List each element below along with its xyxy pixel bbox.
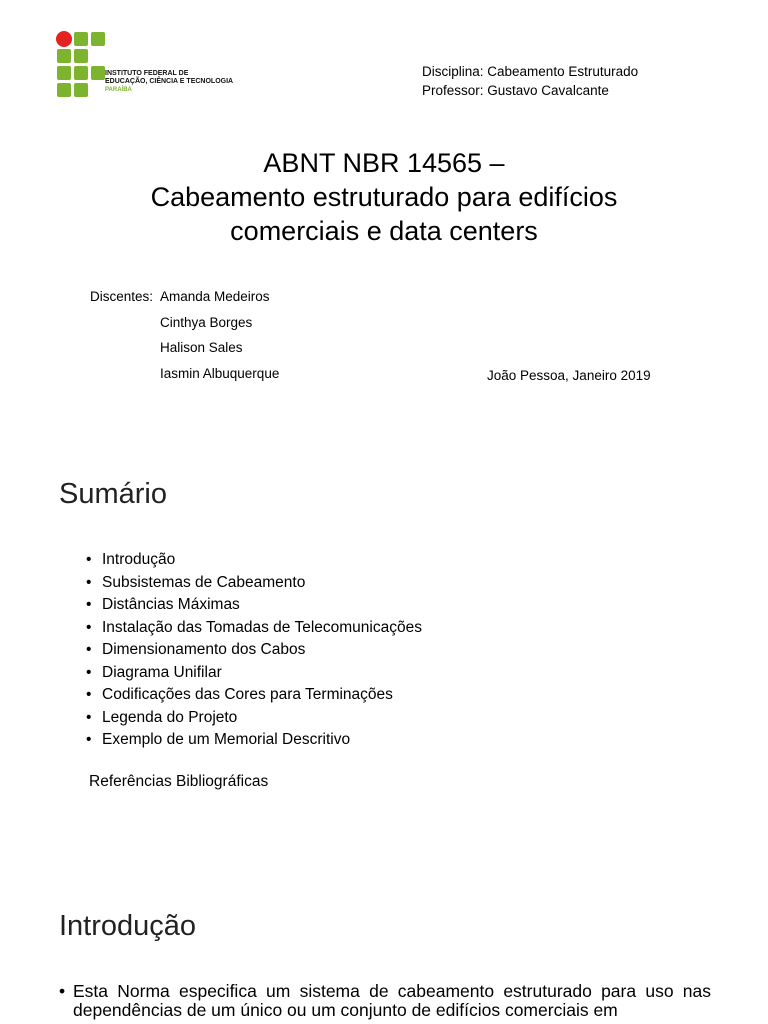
students-label: Discentes:	[90, 289, 154, 304]
students-list	[160, 289, 279, 391]
student-name: Amanda Medeiros	[160, 289, 270, 304]
student-name: Cinthya Borges	[160, 314, 253, 330]
logo-line-2: EDUCAÇÃO, CIÊNCIA E TECNOLOGIA	[105, 78, 234, 85]
logo-red-dot	[56, 31, 72, 47]
summary-item: • Dimensionamento dos Cabos	[86, 639, 422, 662]
summary-item: • Legenda do Projeto	[86, 707, 422, 730]
introduction-paragraph	[59, 982, 711, 1020]
introduction-text: Esta Norma especifica um sistema de cabeamento estruturado para uso nas dependências de um único ou um conjunto de edifícios comerciais em	[73, 981, 711, 1020]
introduction-heading: Introdução	[59, 910, 197, 942]
summary-heading: Sumário	[59, 478, 167, 510]
logo-line-1: INSTITUTO FEDERAL DE	[105, 70, 189, 77]
title-line-2: Cabeamento estruturado para edifícios	[150, 182, 618, 212]
document-title	[0, 146, 768, 248]
institution-logo	[55, 30, 235, 100]
logo-mark	[55, 30, 105, 98]
summary-item: • Instalação das Tomadas de Telecomunicações	[86, 617, 422, 640]
place-date: João Pessoa, Janeiro 2019	[487, 368, 651, 383]
student-name: Halison Sales	[160, 340, 243, 355]
student-name: Iasmin Albuquerque	[160, 365, 280, 381]
bullet-mark: •	[59, 981, 66, 1001]
summary-item: • Diagrama Unifilar	[86, 662, 422, 685]
course-info	[422, 62, 638, 100]
summary-item: • Subsistemas de Cabeamento	[86, 572, 422, 595]
summary-list	[86, 549, 422, 752]
summary-item: • Introdução	[86, 549, 422, 572]
references-item: Referências Bibliográficas	[89, 773, 269, 790]
summary-item: • Distâncias Máximas	[86, 594, 422, 617]
logo-text	[105, 70, 233, 94]
discipline-text: Disciplina: Cabeamento Estruturado	[422, 64, 639, 79]
professor-text: Professor: Gustavo Cavalcante	[422, 83, 609, 98]
logo-line-3: PARAÍBA	[105, 87, 132, 93]
title-line-1: ABNT NBR 14565 –	[263, 148, 505, 178]
summary-item: • Exemplo de um Memorial Descritivo	[86, 729, 422, 752]
summary-item: • Codificações das Cores para Terminações	[86, 684, 422, 707]
title-line-3: comerciais e data centers	[230, 216, 538, 246]
